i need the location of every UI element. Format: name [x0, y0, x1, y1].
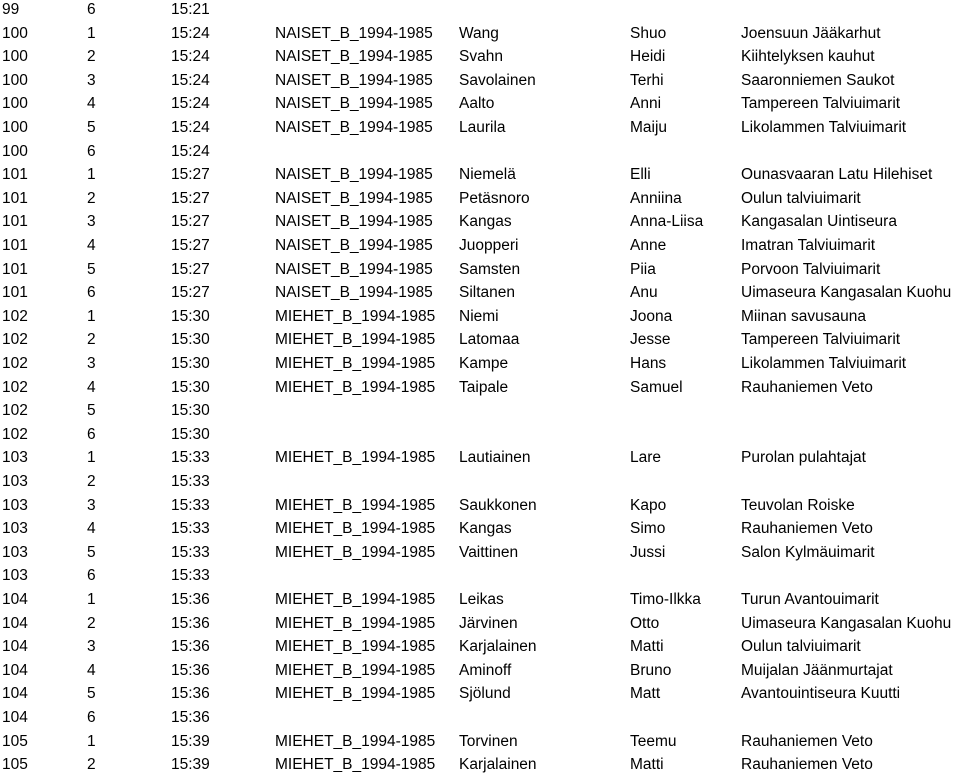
club-name-cell: Imatran Talviuimarit — [741, 237, 876, 254]
table-row — [0, 187, 960, 210]
heat-number-cell: 101 — [2, 260, 28, 278]
heat-number-cell: 103 — [2, 473, 28, 490]
last-name-cell: Siltanen — [459, 284, 516, 302]
lane-number-cell: 2 — [87, 473, 96, 490]
first-name-cell: Anne — [630, 237, 667, 254]
start-time-cell: 15:24 — [171, 119, 210, 136]
first-name-cell: Anu — [630, 284, 658, 302]
last-name-cell: Lautiainen — [459, 449, 531, 467]
table-row — [0, 116, 960, 139]
club-name-cell: Teuvolan Roiske — [741, 496, 855, 514]
last-name-cell: Torvinen — [459, 732, 518, 750]
start-time-cell: 15:27 — [171, 213, 210, 231]
class-name-cell: NAISET_B_1994-1985 — [275, 213, 433, 231]
heat-number-cell: 100 — [2, 142, 28, 160]
club-name-cell: Rauhaniemen Veto — [741, 756, 873, 774]
table-row — [0, 564, 960, 587]
start-time-cell: 15:39 — [171, 756, 210, 774]
start-time-cell: 15:33 — [171, 496, 210, 514]
start-time-cell: 15:27 — [171, 260, 210, 278]
club-name-cell: Likolammen Talviuimarit — [741, 355, 907, 372]
club-name-cell: Muijalan Jäänmurtajat — [741, 661, 893, 679]
start-time-cell: 15:33 — [171, 567, 210, 585]
club-name-cell: Miinan savusauna — [741, 307, 866, 325]
lane-number-cell: 4 — [87, 378, 96, 396]
class-name-cell: NAISET_B_1994-1985 — [275, 237, 433, 254]
last-name-cell: Kangas — [459, 213, 512, 231]
last-name-cell: Savolainen — [459, 71, 536, 89]
heat-number-cell: 104 — [2, 614, 28, 632]
class-name-cell: MIEHET_B_1994-1985 — [275, 449, 436, 467]
heat-number-cell: 100 — [2, 48, 28, 66]
start-time-cell: 15:30 — [171, 307, 210, 325]
table-row — [0, 730, 960, 753]
lane-number-cell: 2 — [87, 48, 96, 66]
last-name-cell: Niemi — [459, 307, 499, 325]
heat-number-cell: 103 — [2, 567, 28, 585]
start-time-cell: 15:24 — [171, 71, 210, 89]
table-row — [0, 541, 960, 564]
lane-number-cell: 5 — [87, 543, 96, 561]
lane-number-cell: 1 — [87, 449, 96, 467]
heat-number-cell: 101 — [2, 237, 28, 254]
lane-number-cell: 2 — [87, 614, 96, 632]
table-row — [0, 92, 960, 115]
first-name-cell: Otto — [630, 614, 660, 632]
table-row — [0, 376, 960, 399]
first-name-cell: Bruno — [630, 661, 672, 679]
class-name-cell: MIEHET_B_1994-1985 — [275, 732, 436, 750]
club-name-cell: Tampereen Talviuimarit — [741, 331, 901, 349]
first-name-cell: Heidi — [630, 48, 666, 66]
first-name-cell: Matti — [630, 756, 664, 774]
first-name-cell: Anni — [630, 95, 662, 113]
class-name-cell: NAISET_B_1994-1985 — [275, 189, 433, 207]
last-name-cell: Aalto — [459, 95, 495, 113]
start-time-cell: 15:36 — [171, 709, 210, 726]
heat-number-cell: 100 — [2, 71, 28, 89]
first-name-cell: Piia — [630, 260, 656, 278]
lane-number-cell: 3 — [87, 213, 96, 231]
lane-number-cell: 3 — [87, 496, 96, 514]
heat-number-cell: 100 — [2, 119, 28, 136]
start-time-cell: 15:27 — [171, 189, 210, 207]
lane-number-cell: 6 — [87, 142, 96, 160]
table-row — [0, 328, 960, 351]
club-name-cell: Porvoon Talviuimarit — [741, 260, 881, 278]
heat-number-cell: 102 — [2, 331, 28, 349]
last-name-cell: Petäsnoro — [459, 189, 530, 207]
class-name-cell: NAISET_B_1994-1985 — [275, 166, 433, 184]
heat-number-cell: 103 — [2, 496, 28, 514]
lane-number-cell: 1 — [87, 307, 96, 325]
start-time-cell: 15:36 — [171, 685, 210, 703]
heat-number-cell: 102 — [2, 425, 28, 443]
start-time-cell: 15:33 — [171, 543, 210, 561]
class-name-cell: NAISET_B_1994-1985 — [275, 71, 433, 89]
class-name-cell: MIEHET_B_1994-1985 — [275, 355, 436, 372]
lane-number-cell: 5 — [87, 685, 96, 703]
start-time-cell: 15:24 — [171, 142, 210, 160]
start-time-cell: 15:30 — [171, 425, 210, 443]
lane-number-cell: 2 — [87, 756, 96, 774]
heat-number-cell: 104 — [2, 685, 28, 703]
heat-number-cell: 104 — [2, 709, 28, 726]
club-name-cell: Salon Kylmäuimarit — [741, 543, 875, 561]
table-row — [0, 682, 960, 705]
start-time-cell: 15:33 — [171, 473, 210, 490]
start-time-cell: 15:30 — [171, 402, 210, 420]
club-name-cell: Uimaseura Kangasalan Kuohu — [741, 284, 952, 302]
lane-number-cell: 5 — [87, 119, 96, 136]
class-name-cell: MIEHET_B_1994-1985 — [275, 331, 436, 349]
table-row — [0, 753, 960, 776]
first-name-cell: Hans — [630, 355, 667, 372]
club-name-cell: Turun Avantouimarit — [741, 591, 879, 608]
class-name-cell: MIEHET_B_1994-1985 — [275, 543, 436, 561]
class-name-cell: NAISET_B_1994-1985 — [275, 48, 433, 66]
lane-number-cell: 4 — [87, 661, 96, 679]
club-name-cell: Likolammen Talviuimarit — [741, 119, 907, 136]
last-name-cell: Kangas — [459, 520, 512, 538]
table-row — [0, 470, 960, 493]
table-row — [0, 635, 960, 658]
start-time-cell: 15:27 — [171, 284, 210, 302]
class-name-cell: MIEHET_B_1994-1985 — [275, 638, 436, 656]
heat-number-cell: 101 — [2, 213, 28, 231]
last-name-cell: Samsten — [459, 260, 521, 278]
start-time-cell: 15:27 — [171, 166, 210, 184]
first-name-cell: Matt — [630, 685, 661, 703]
first-name-cell: Timo-Ilkka — [630, 591, 701, 608]
lane-number-cell: 6 — [87, 567, 96, 585]
club-name-cell: Purolan pulahtajat — [741, 449, 866, 467]
heat-number-cell: 100 — [2, 95, 28, 113]
table-row — [0, 517, 960, 540]
heat-number-cell: 102 — [2, 402, 28, 420]
class-name-cell: NAISET_B_1994-1985 — [275, 284, 433, 302]
club-name-cell: Avantouintiseura Kuutti — [741, 685, 901, 703]
start-time-cell: 15:36 — [171, 661, 210, 679]
club-name-cell: Rauhaniemen Veto — [741, 378, 873, 396]
table-row — [0, 305, 960, 328]
start-time-cell: 15:24 — [171, 48, 210, 66]
start-time-cell: 15:39 — [171, 732, 210, 750]
heat-number-cell: 105 — [2, 756, 28, 774]
lane-number-cell: 1 — [87, 24, 96, 42]
table-row — [0, 258, 960, 281]
heat-number-cell: 105 — [2, 732, 28, 750]
club-name-cell: Rauhaniemen Veto — [741, 520, 873, 538]
first-name-cell: Terhi — [630, 71, 664, 89]
start-time-cell: 15:24 — [171, 95, 210, 113]
class-name-cell: NAISET_B_1994-1985 — [275, 95, 433, 113]
last-name-cell: Vaittinen — [459, 543, 519, 561]
class-name-cell: NAISET_B_1994-1985 — [275, 119, 433, 136]
last-name-cell: Karjalainen — [459, 638, 537, 656]
class-name-cell: MIEHET_B_1994-1985 — [275, 756, 436, 774]
club-name-cell: Kangasalan Uintiseura — [741, 213, 897, 231]
first-name-cell: Kapo — [630, 496, 667, 514]
club-name-cell: Saaronniemen Saukot — [741, 71, 895, 89]
heat-number-cell: 100 — [2, 24, 28, 42]
lane-number-cell: 2 — [87, 331, 96, 349]
start-time-cell: 15:30 — [171, 355, 210, 372]
class-name-cell: MIEHET_B_1994-1985 — [275, 685, 436, 703]
first-name-cell: Anna-Liisa — [630, 213, 704, 231]
lane-number-cell: 4 — [87, 520, 96, 538]
club-name-cell: Kiihtelyksen kauhut — [741, 48, 875, 66]
heat-number-cell: 103 — [2, 520, 28, 538]
last-name-cell: Saukkonen — [459, 496, 537, 514]
heat-number-cell: 101 — [2, 189, 28, 207]
lane-number-cell: 6 — [87, 284, 96, 302]
start-time-cell: 15:30 — [171, 378, 210, 396]
heat-number-cell: 104 — [2, 661, 28, 679]
lane-number-cell: 1 — [87, 166, 96, 184]
start-time-cell: 15:36 — [171, 614, 210, 632]
lane-number-cell: 3 — [87, 638, 96, 656]
table-row — [0, 706, 960, 729]
class-name-cell: MIEHET_B_1994-1985 — [275, 591, 436, 608]
table-row — [0, 69, 960, 92]
start-time-cell: 15:33 — [171, 520, 210, 538]
class-name-cell: MIEHET_B_1994-1985 — [275, 614, 436, 632]
first-name-cell: Simo — [630, 520, 666, 538]
class-name-cell: NAISET_B_1994-1985 — [275, 24, 433, 42]
lane-number-cell: 5 — [87, 402, 96, 420]
lane-number-cell: 6 — [87, 1, 96, 18]
lane-number-cell: 4 — [87, 95, 96, 113]
table-row — [0, 588, 960, 611]
last-name-cell: Sjölund — [459, 685, 511, 703]
lane-number-cell: 3 — [87, 355, 96, 372]
class-name-cell: MIEHET_B_1994-1985 — [275, 661, 436, 679]
heat-number-cell: 102 — [2, 355, 28, 372]
club-name-cell: Rauhaniemen Veto — [741, 732, 873, 750]
last-name-cell: Taipale — [459, 378, 509, 396]
class-name-cell: MIEHET_B_1994-1985 — [275, 496, 436, 514]
lane-number-cell: 2 — [87, 189, 96, 207]
club-name-cell: Uimaseura Kangasalan Kuohu — [741, 614, 952, 632]
lane-number-cell: 1 — [87, 732, 96, 750]
lane-number-cell: 3 — [87, 71, 96, 89]
club-name-cell: Oulun talviuimarit — [741, 189, 861, 207]
last-name-cell: Juopperi — [459, 237, 519, 254]
start-time-cell: 15:24 — [171, 24, 210, 42]
heat-number-cell: 104 — [2, 638, 28, 656]
lane-number-cell: 1 — [87, 591, 96, 608]
class-name-cell: MIEHET_B_1994-1985 — [275, 307, 436, 325]
heat-number-cell: 99 — [2, 1, 20, 18]
heat-number-cell: 101 — [2, 166, 28, 184]
last-name-cell: Svahn — [459, 48, 503, 66]
last-name-cell: Aminoff — [459, 661, 512, 679]
table-row — [0, 234, 960, 257]
table-row — [0, 423, 960, 446]
start-time-cell: 15:27 — [171, 237, 210, 254]
lane-number-cell: 6 — [87, 709, 96, 726]
table-row — [0, 399, 960, 422]
last-name-cell: Kampe — [459, 355, 509, 372]
first-name-cell: Samuel — [630, 378, 683, 396]
first-name-cell: Maiju — [630, 119, 668, 136]
first-name-cell: Anniina — [630, 189, 682, 207]
first-name-cell: Lare — [630, 449, 662, 467]
class-name-cell: NAISET_B_1994-1985 — [275, 260, 433, 278]
heat-number-cell: 102 — [2, 307, 28, 325]
start-time-cell: 15:30 — [171, 331, 210, 349]
last-name-cell: Wang — [459, 24, 499, 42]
first-name-cell: Shuo — [630, 24, 667, 42]
start-time-cell: 15:36 — [171, 591, 210, 608]
last-name-cell: Järvinen — [459, 614, 518, 632]
lane-number-cell: 6 — [87, 425, 96, 443]
last-name-cell: Laurila — [459, 119, 506, 136]
heat-number-cell: 103 — [2, 543, 28, 561]
start-time-cell: 15:21 — [171, 1, 210, 18]
first-name-cell: Matti — [630, 638, 664, 656]
last-name-cell: Karjalainen — [459, 756, 537, 774]
table-row — [0, 163, 960, 186]
last-name-cell: Niemelä — [459, 166, 516, 184]
club-name-cell: Ounasvaaran Latu Hilehiset — [741, 166, 933, 184]
lane-number-cell: 5 — [87, 260, 96, 278]
table-row — [0, 612, 960, 635]
first-name-cell: Elli — [630, 166, 651, 184]
start-time-cell: 15:36 — [171, 638, 210, 656]
heat-number-cell: 101 — [2, 284, 28, 302]
class-name-cell: MIEHET_B_1994-1985 — [275, 378, 436, 396]
last-name-cell: Latomaa — [459, 331, 520, 349]
table-row — [0, 659, 960, 682]
first-name-cell: Teemu — [630, 732, 677, 750]
club-name-cell: Tampereen Talviuimarit — [741, 95, 901, 113]
first-name-cell: Jussi — [630, 543, 666, 561]
first-name-cell: Jesse — [630, 331, 671, 349]
table-row — [0, 140, 960, 163]
class-name-cell: MIEHET_B_1994-1985 — [275, 520, 436, 538]
table-row — [0, 494, 960, 517]
table-row — [0, 45, 960, 68]
club-name-cell: Oulun talviuimarit — [741, 638, 861, 656]
table-row — [0, 281, 960, 304]
heat-number-cell: 104 — [2, 591, 28, 608]
last-name-cell: Leikas — [459, 591, 504, 608]
table-row — [0, 210, 960, 233]
heat-number-cell: 102 — [2, 378, 28, 396]
heat-number-cell: 103 — [2, 449, 28, 467]
start-time-cell: 15:33 — [171, 449, 210, 467]
club-name-cell: Joensuun Jääkarhut — [741, 24, 881, 42]
table-row — [0, 22, 960, 45]
table-row — [0, 352, 960, 375]
table-row — [0, 446, 960, 469]
table-row — [0, 0, 960, 21]
first-name-cell: Joona — [630, 307, 673, 325]
lane-number-cell: 4 — [87, 237, 96, 254]
